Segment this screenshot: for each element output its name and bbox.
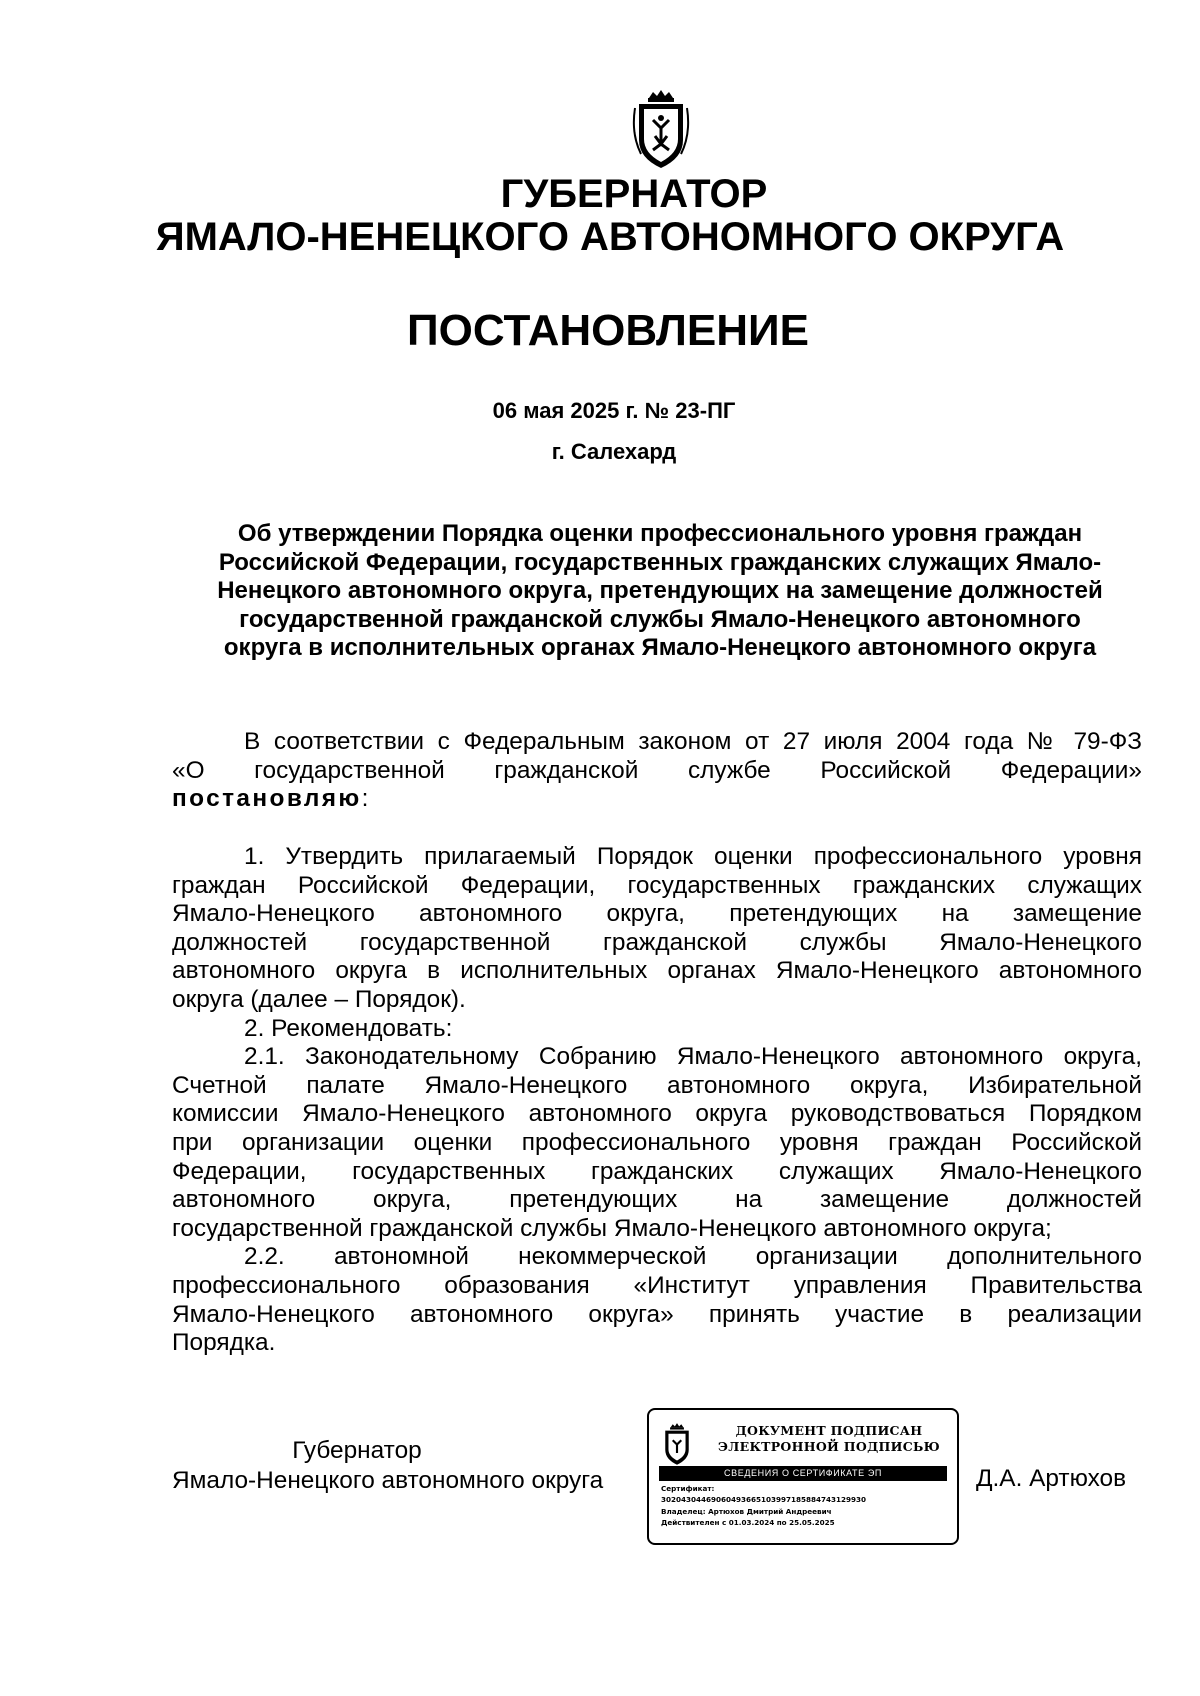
stamp-title-line: ДОКУМЕНТ ПОДПИСАН	[735, 1423, 923, 1438]
signatory-title: Губернатор	[292, 1437, 422, 1464]
title-line: Ненецкого автономного округа, претендующих на замещение должностей	[217, 577, 1103, 605]
electronic-signature-stamp	[647, 1408, 959, 1545]
title-line: государственной гражданской службы Ямало-Ненецкого автономного	[239, 605, 1081, 633]
preamble-line: В соответствии с Федеральным законом от 27 июля 2004 года № 79-ФЗ	[244, 728, 1142, 755]
cert-owner: Владелец: Артюхов Дмитрий Андреевич	[661, 1506, 832, 1516]
body-line: граждан Российской Федерации, государственных гражданских служащих	[172, 871, 1142, 899]
stamp-certificate-info	[661, 1483, 951, 1529]
body-line: автономного округа, претендующих на замещение должностей	[172, 1186, 1142, 1214]
body-line: Порядка.	[172, 1329, 276, 1357]
body-line: при организации оценки профессионального уровня граждан Российской	[172, 1128, 1142, 1156]
body-line: округа (далее – Порядок).	[172, 985, 466, 1013]
body-line: Ямало-Ненецкого автономного округа, претендующих на замещение	[172, 900, 1142, 928]
authority-region: ЯМАЛО-НЕНЕЦКОГО АВТОНОМНОГО ОКРУГА	[155, 215, 1065, 259]
cert-value: 30204304469060493665103997185884743129930	[661, 1495, 867, 1505]
decree-word: постановляю	[172, 785, 362, 813]
body-line: 1. Утвердить прилагаемый Порядок оценки профессионального уровня	[244, 843, 1142, 870]
decree-colon: :	[361, 785, 369, 813]
city: г. Салехард	[551, 439, 677, 464]
body-line: автономного округа в исполнительных органах Ямало-Ненецкого автономного	[172, 957, 1142, 985]
signatory-name: Д.А. Артюхов	[976, 1465, 1127, 1492]
preamble	[172, 728, 1142, 814]
stamp-title	[709, 1423, 949, 1455]
signatory-region: Ямало-Ненецкого автономного округа	[172, 1467, 604, 1494]
preamble-decree-line	[172, 785, 1142, 814]
cert-label: Сертификат:	[661, 1484, 715, 1493]
body-line: 2. Рекомендовать:	[244, 1014, 453, 1042]
title-line: округа в исполнительных органах Ямало-Ненецкого автономного округа	[223, 634, 1097, 662]
body-line: 2.2. автономной некоммерческой организации дополнительного	[244, 1243, 1142, 1271]
title-line: Российской Федерации, государственных гражданских служащих Ямало-	[218, 548, 1102, 576]
body-line: профессионального образования «Институт управления Правительства	[172, 1271, 1142, 1299]
preamble-line: «О государственной гражданской службе Российской Федерации»	[172, 756, 1142, 784]
coat-of-arms-icon	[631, 88, 691, 174]
stamp-title-line: ЭЛЕКТРОННОЙ ПОДПИСЬЮ	[718, 1439, 940, 1454]
cert-validity: Действителен с 01.03.2024 по 25.05.2025	[661, 1518, 835, 1528]
body-line: государственной гражданской службы Ямало-Ненецкого автономного округа;	[172, 1214, 1052, 1242]
title-line: Об утверждении Порядка оценки профессионального уровня граждан	[237, 520, 1083, 547]
signatory-position	[172, 1436, 642, 1496]
date-number: 06 мая 2025 г. № 23-ПГ	[492, 398, 736, 423]
authority-title: ГУБЕРНАТОР	[500, 172, 768, 216]
body-line: Счетной палате Ямало-Ненецкого автономного округа, Избирательной	[172, 1071, 1142, 1099]
body-line: комиссии Ямало-Ненецкого автономного округа руководствоваться Порядком	[172, 1100, 1142, 1128]
document-body	[172, 843, 1142, 1358]
document-type: ПОСТАНОВЛЕНИЕ	[406, 306, 810, 355]
body-line: Ямало-Ненецкого автономного округа» принять участие в реализации	[172, 1300, 1142, 1328]
body-line: должностей государственной гражданской службы Ямало-Ненецкого	[172, 928, 1142, 956]
document-title	[170, 520, 1150, 663]
stamp-certificate-bar: СВЕДЕНИЯ О СЕРТИФИКАТЕ ЭП	[659, 1466, 947, 1481]
body-line: Федерации, государственных гражданских служащих Ямало-Ненецкого	[172, 1157, 1142, 1185]
body-line: 2.1. Законодательному Собранию Ямало-Ненецкого автономного округа,	[244, 1043, 1142, 1071]
coat-of-arms-icon	[661, 1422, 693, 1468]
